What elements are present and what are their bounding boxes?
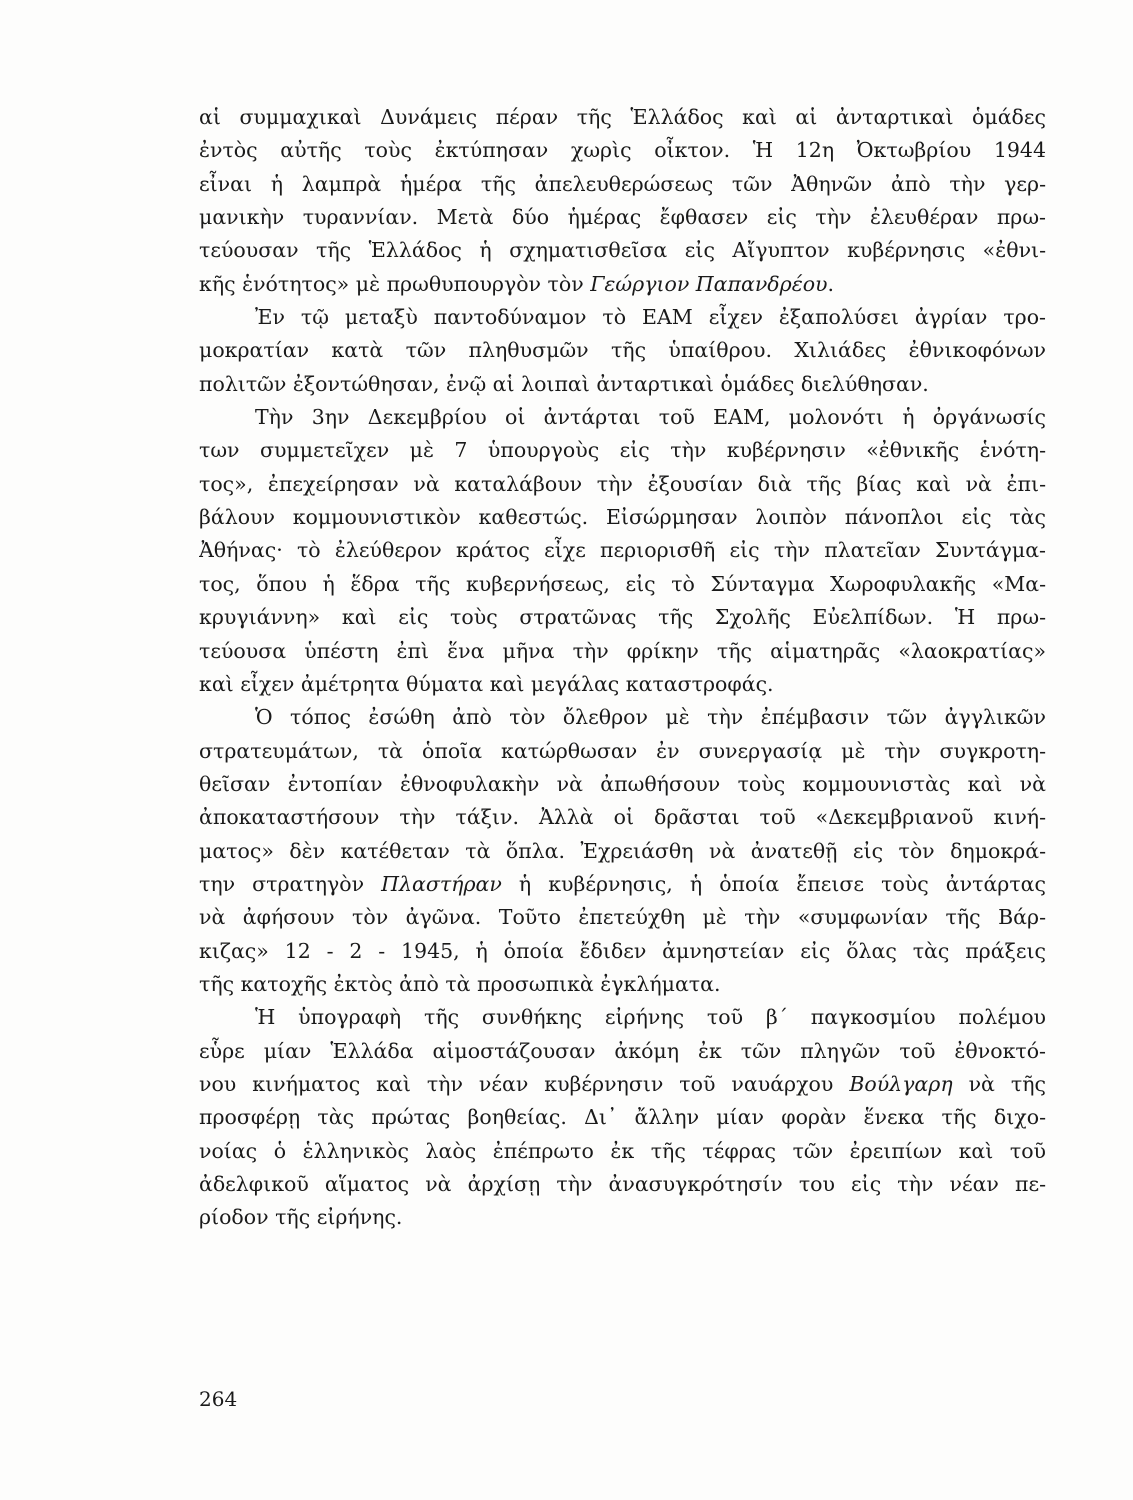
text-line [199,1068,1046,1101]
text-line-segment: πολιτῶν ἐξοντώθησαν, ἐνῷ αἱ λοιπαὶ ἀνταρτικαὶ ὁμάδες διελύθησαν. [199,371,929,396]
text-line-segment: των συμμετεῖχεν μὲ 7 ὑπουργοὺς εἰς τὴν κυβέρνησιν «ἐθνικῆς ἑνότη- [199,438,1046,463]
text-line-segment: ἀποκαταστήσουν τὴν τάξιν. Ἀλλὰ οἱ δρᾶσται τοῦ «Δεκεμβριανοῦ κινή- [199,805,1046,830]
text-line-segment: νὰ τῆς [952,1071,1046,1096]
text-line-segment: ρίοδον τῆς εἰρήνης. [199,1205,403,1230]
text-line [199,735,1046,768]
text-line [199,668,1046,701]
text-line-segment: καὶ εἶχεν ἀμέτρητα θύματα καὶ μεγάλας καταστροφάς. [199,671,774,696]
text-line [199,1135,1046,1168]
text-line-segment: ἐντὸς αὐτῆς τοὺς ἐκτύπησαν χωρὶς οἶκτον. Ἡ 12η Ὀκτωβρίου 1944 [199,138,1046,163]
text-line-segment: τος, ὅπου ἡ ἕδρα τῆς κυβερνήσεως, εἰς τὸ Σύνταγμα Χωροφυλακῆς «Μα- [199,571,1046,596]
text-line [199,301,1046,334]
page-number: 264 [199,1387,238,1411]
text-line-segment: κρυγιάννη» καὶ εἰς τοὺς στρατῶνας τῆς Σχολῆς Εὐελπίδων. Ἡ πρω- [199,605,1046,630]
text-line [199,801,1046,834]
text-line [199,1035,1046,1068]
italic-name: Βούλγαρη [849,1071,953,1096]
text-line [199,168,1046,201]
text-line-segment: τος», ἐπεχείρησαν νὰ καταλάβουν τὴν ἐξουσίαν διὰ τῆς βίας καὶ νὰ ἐπι- [199,471,1046,496]
text-line [199,768,1046,801]
italic-name: Πλαστήραν [381,871,502,896]
text-line [199,268,1046,301]
text-line [199,101,1046,134]
text-line-segment: Ἀθήνας· τὸ ἐλεύθερον κράτος εἶχε περιορισθῆ εἰς τὴν πλατεῖαν Συντάγμα- [199,538,1046,563]
text-line [199,868,1046,901]
text-line-segment: τεύουσαν τῆς Ἑλλάδος ἡ σχηματισθεῖσα εἰς Αἴγυπτον κυβέρνησις «ἐθνι- [199,238,1046,263]
text-line [199,334,1046,367]
text-line [199,968,1046,1001]
text-line-segment: εὗρε μίαν Ἑλλάδα αἱμοστάζουσαν ἀκόμη ἐκ τῶν πληγῶν τοῦ ἐθνοκτό- [199,1038,1046,1063]
text-line-segment: νοίας ὁ ἑλληνικὸς λαὸς ἐπέπρωτο ἐκ τῆς τέφρας τῶν ἐρειπίων καὶ τοῦ [199,1138,1046,1163]
text-line [199,401,1046,434]
text-line [199,201,1046,234]
text-line-segment: μανικὴν τυραννίαν. Μετὰ δύο ἡμέρας ἔφθασεν εἰς τὴν ἐλευθέραν πρω- [199,205,1046,230]
text-line-segment: νου κινήματος καὶ τὴν νέαν κυβέρνησιν τοῦ ναυάρχου [199,1071,850,1096]
text-line-segment: Τὴν 3ην Δεκεμβρίου οἱ ἀντάρται τοῦ ΕΑΜ, μολονότι ἡ ὀργάνωσίς [255,405,1046,430]
text-line [199,134,1046,167]
text-line-segment: κιζας» 12 - 2 - 1945, ἡ ὁποία ἔδιδεν ἀμνηστείαν εἰς ὅλας τὰς πράξεις [199,938,1046,963]
italic-name: Γεώργιον Παπανδρέου [590,271,828,296]
text-line-segment: ἡ κυβέρνησις, ἡ ὁποία ἔπεισε τοὺς ἀντάρτας [501,871,1046,896]
text-line-segment: εἶναι ἡ λαμπρὰ ἡμέρα τῆς ἀπελευθερώσεως τῶν Ἀθηνῶν ἀπὸ τὴν γερ- [199,171,1046,196]
text-line-segment: τεύουσα ὑπέστη ἐπὶ ἕνα μῆνα τὴν φρίκην τῆς αἱματηρᾶς «λαοκρατίας» [199,638,1046,663]
text-line [199,635,1046,668]
text-line-segment: . [827,271,835,296]
text-line-segment: Ἡ ὑπογραφὴ τῆς συνθήκης εἰρήνης τοῦ β΄ παγκοσμίου πολέμου [255,1005,1046,1030]
text-line [199,1168,1046,1201]
text-line-segment: αἱ συμμαχικαὶ Δυνάμεις πέραν τῆς Ἑλλάδος καὶ αἱ ἀνταρτικαὶ ὁμάδες [199,105,1046,129]
text-line [199,601,1046,634]
text-line-segment: κῆς ἑνότητος» μὲ πρωθυπουργὸν τὸν [199,271,591,296]
text-line [199,434,1046,467]
text-line-segment: Ὁ τόπος ἐσώθη ἀπὸ τὸν ὄλεθρον μὲ τὴν ἐπέμβασιν τῶν ἀγγλικῶν [255,705,1046,730]
text-line [199,1001,1046,1034]
text-line [199,234,1046,267]
text-line [199,935,1046,968]
text-line [199,835,1046,868]
body-text [199,101,1046,1235]
text-line-segment: την στρατηγὸν [199,871,382,896]
text-line-segment: μοκρατίαν κατὰ τῶν πληθυσμῶν τῆς ὑπαίθρου. Χιλιάδες ἐθνικοφόνων [199,338,1046,363]
text-line [199,368,1046,401]
text-line-segment: ματος» δὲν κατέθεταν τὰ ὅπλα. Ἐχρειάσθη νὰ ἀνατεθῇ εἰς τὸν δημοκρά- [199,838,1046,863]
text-line [199,534,1046,567]
text-line [199,468,1046,501]
text-line-segment: στρατευμάτων, τὰ ὁποῖα κατώρθωσαν ἐν συνεργασίᾳ μὲ τὴν συγκροτη- [199,738,1046,763]
text-line-segment: ἀδελφικοῦ αἵματος νὰ ἀρχίσῃ τὴν ἀνασυγκρότησίν του εἰς τὴν νέαν πε- [199,1172,1046,1196]
text-line [199,501,1046,534]
text-line [199,701,1046,734]
text-line [199,568,1046,601]
text-line [199,901,1046,934]
text-line-segment: νὰ ἀφήσουν τὸν ἀγῶνα. Τοῦτο ἐπετεύχθη μὲ τὴν «συμφωνίαν τῆς Βάρ- [199,905,1046,930]
text-line [199,1201,1046,1234]
text-line-segment: προσφέρῃ τὰς πρώτας βοηθείας. Δι᾽ ἄλλην μίαν φορὰν ἕνεκα τῆς διχο- [199,1105,1046,1130]
text-line-segment: Ἐν τῷ μεταξὺ παντοδύναμον τὸ ΕΑΜ εἶχεν ἐξαπολύσει ἀγρίαν τρο- [255,305,1046,330]
text-line-segment: τῆς κατοχῆς ἐκτὸς ἀπὸ τὰ προσωπικὰ ἐγκλήματα. [199,971,721,996]
text-line [199,1101,1046,1134]
text-line-segment: βάλουν κομμουνιστικὸν καθεστώς. Εἰσώρμησαν λοιπὸν πάνοπλοι εἰς τὰς [199,505,1046,530]
text-line-segment: θεῖσαν ἐντοπίαν ἐθνοφυλακὴν νὰ ἀπωθήσουν τοὺς κομμουνιστὰς καὶ νὰ [199,771,1046,796]
